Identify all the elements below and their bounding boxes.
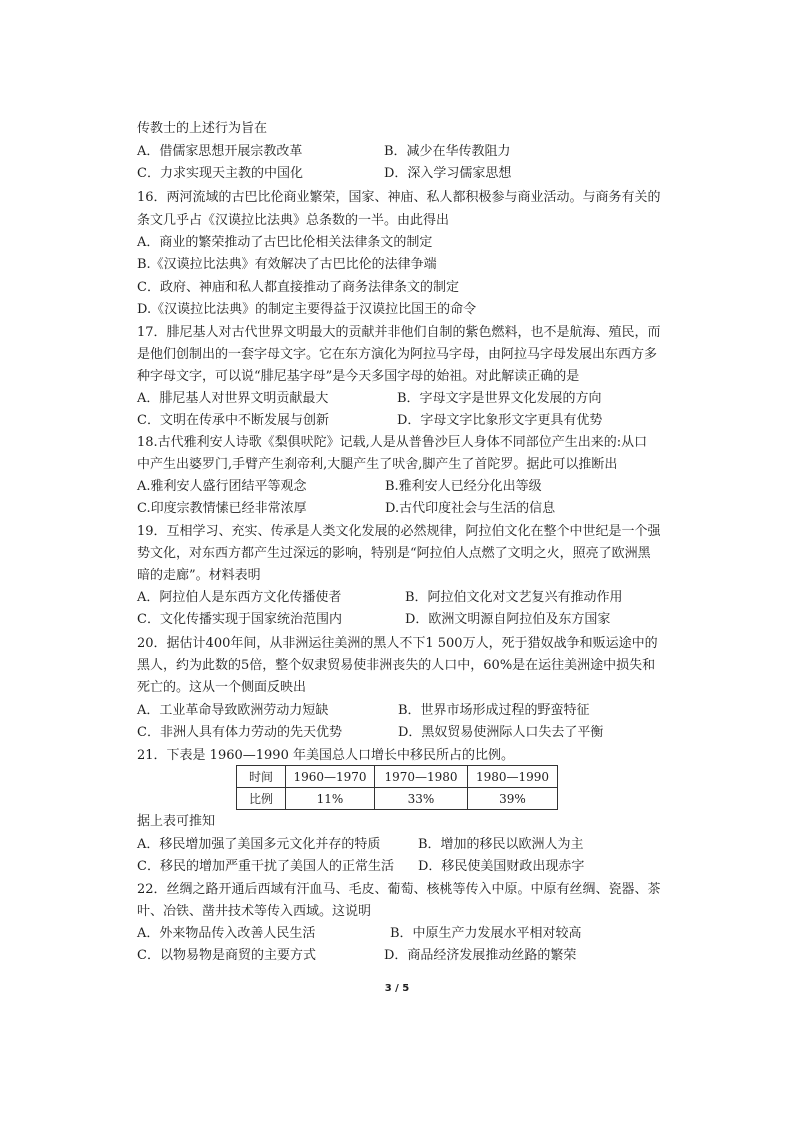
q15-option-b: B．减少在华传教阻力 [384,144,511,159]
q16-option-a: A．商业的繁荣推动了古巴比伦相关法律条文的制定 [137,235,433,250]
q17-option-b: B．字母文字是世界文化发展的方向 [397,391,602,406]
q21-option-a: A．移民增加强了美国多元文化并存的特质 [137,837,381,852]
q15-option-a: A．借儒家思想开展宗教改革 [137,144,303,159]
q20-option-a: A．工业革命导致欧洲劳动力短缺 [137,703,329,718]
q17-stem-line-1: 17．腓尼基人对古代世界文明最大的贡献并非他们自制的紫色燃料，也不是航海、殖民，而 [137,325,661,340]
q18-option-d: D.古代印度社会与生活的信息 [385,501,556,516]
table-header-cell: 1980—1990 [468,766,558,788]
q16-option-d: D.《汉谟拉比法典》的制定主要得益于汉谟拉比国王的命令 [137,302,477,317]
q17-option-d: D．字母文字比象形文字更具有优势 [397,413,603,428]
q20-stem-line-3: 死亡的。这从一个侧面反映出 [137,680,307,695]
q19-stem-line-3: 暗的走廊”。材料表明 [137,568,261,583]
q20-stem-line-2: 黑人，约为此数的5倍，整个奴隶贸易使非洲丧失的人口中，60%是在运往美洲途中损失和 [137,658,656,673]
q21-prompt: 据上表可推知 [137,814,216,829]
q18-option-c: C.印度宗教情愫已经非常浓厚 [137,501,307,516]
table-header-cell: 1970—1980 [375,766,468,788]
q19-option-c: C．文化传播实现于国家统治范围内 [137,612,342,627]
q20-option-c: C．非洲人具有体力劳动的先天优势 [137,725,342,740]
q19-option-a: A．阿拉伯人是东西方文化传播使者 [137,590,342,605]
q19-stem-line-1: 19．互相学习、充实、传承是人类文化发展的必然规律，阿拉伯文化在整个中世纪是一个强 [137,524,661,539]
table-header-cell: 1960—1970 [286,766,375,788]
q17-stem-line-3: 种字母文字，可以说“腓尼基字母”是今天多国字母的始祖。对此解读正确的是 [137,369,580,384]
q17-option-c: C．文明在传承中不断发展与创新 [137,413,329,428]
q16-stem-line-2: 条文几乎占《汉谟拉比法典》总条数的一半。由此得出 [137,213,450,228]
q16-option-b: B.《汉谟拉比法典》有效解决了古巴比伦的法律争端 [137,257,437,272]
q21-stem-line-1: 21．下表是 1960—1990 年美国总人口增长中移民所占的比例。 [137,748,514,763]
q15-option-c: C．力求实现天主教的中国化 [137,166,303,181]
q22-option-b: B．中原生产力发展水平相对较高 [390,926,582,941]
q18-option-b: B.雅利安人已经分化出等级 [385,479,542,494]
table-header-row [237,766,558,788]
table-cell: 11% [286,788,375,810]
q21-option-c: C．移民的增加严重干扰了美国人的正常生活 [137,859,394,874]
q20-option-d: D．黑奴贸易使洲际人口失去了平衡 [398,725,604,740]
q22-stem-line-1: 22．丝绸之路开通后西域有汗血马、毛皮、葡萄、核桃等传入中原。中原有丝绸、瓷器、茶 [137,882,661,897]
q16-option-c: C．政府、神庙和私人都直接推动了商务法律条文的制定 [137,280,459,295]
q17-option-a: A．腓尼基人对世界文明贡献最大 [137,391,329,406]
q15-stem-tail: 传教士的上述行为旨在 [137,121,268,136]
q20-stem-line-1: 20．据估计400年间，从非洲运往美洲的黑人不下1 500万人，死于猎奴战争和贩运途中的 [137,636,658,651]
q17-stem-line-2: 是他们创制出的一套字母文字。它在东方演化为阿拉马字母，由阿拉马字母发展出东西方多 [137,347,658,362]
page-number: 3 / 5 [384,983,410,994]
q21-option-b: B．增加的移民以欧洲人为主 [418,837,584,852]
q18-stem-line-2: 中产生出婆罗门,手臂产生刹帝利,大腿产生了吠舍,脚产生了首陀罗。据此可以推断出 [137,457,618,472]
q22-stem-line-2: 叶、冶铁、凿井技术等传入西域。这说明 [137,904,372,919]
q22-option-d: D．商品经济发展推动丝路的繁荣 [384,948,577,963]
table-row [237,788,558,810]
q20-option-b: B．世界市场形成过程的野蛮特征 [398,703,590,718]
q19-stem-line-2: 势文化，对东西方都产生过深远的影响，特别是“阿拉伯人点燃了文明之火，照亮了欧洲黑 [137,546,651,561]
table-header-cell: 时间 [237,766,286,788]
q22-option-c: C．以物易物是商贸的主要方式 [137,948,316,963]
table-cell: 比例 [237,788,286,810]
q18-stem-line-1: 18.古代雅利安人诗歌《梨俱吠陀》记载,人是从普鲁沙巨人身体不同部位产生出来的:从口 [137,435,648,450]
q16-stem-line-1: 16．两河流域的古巴比伦商业繁荣，国家、神庙、私人都积极参与商业活动。与商务有关的 [137,190,661,205]
q18-option-a: A.雅利安人盛行团结平等观念 [137,479,307,494]
q21-option-d: D．移民使美国财政出现赤字 [418,859,585,874]
table-cell: 33% [375,788,468,810]
q19-option-d: D．欧洲文明源自阿拉伯及东方国家 [405,612,611,627]
q19-option-b: B．阿拉伯文化对文艺复兴有推动作用 [405,590,623,605]
immigration-ratio-table [236,765,558,810]
table-cell: 39% [468,788,558,810]
q22-option-a: A．外来物品传入改善人民生活 [137,926,316,941]
q15-option-d: D．深入学习儒家思想 [384,166,512,181]
